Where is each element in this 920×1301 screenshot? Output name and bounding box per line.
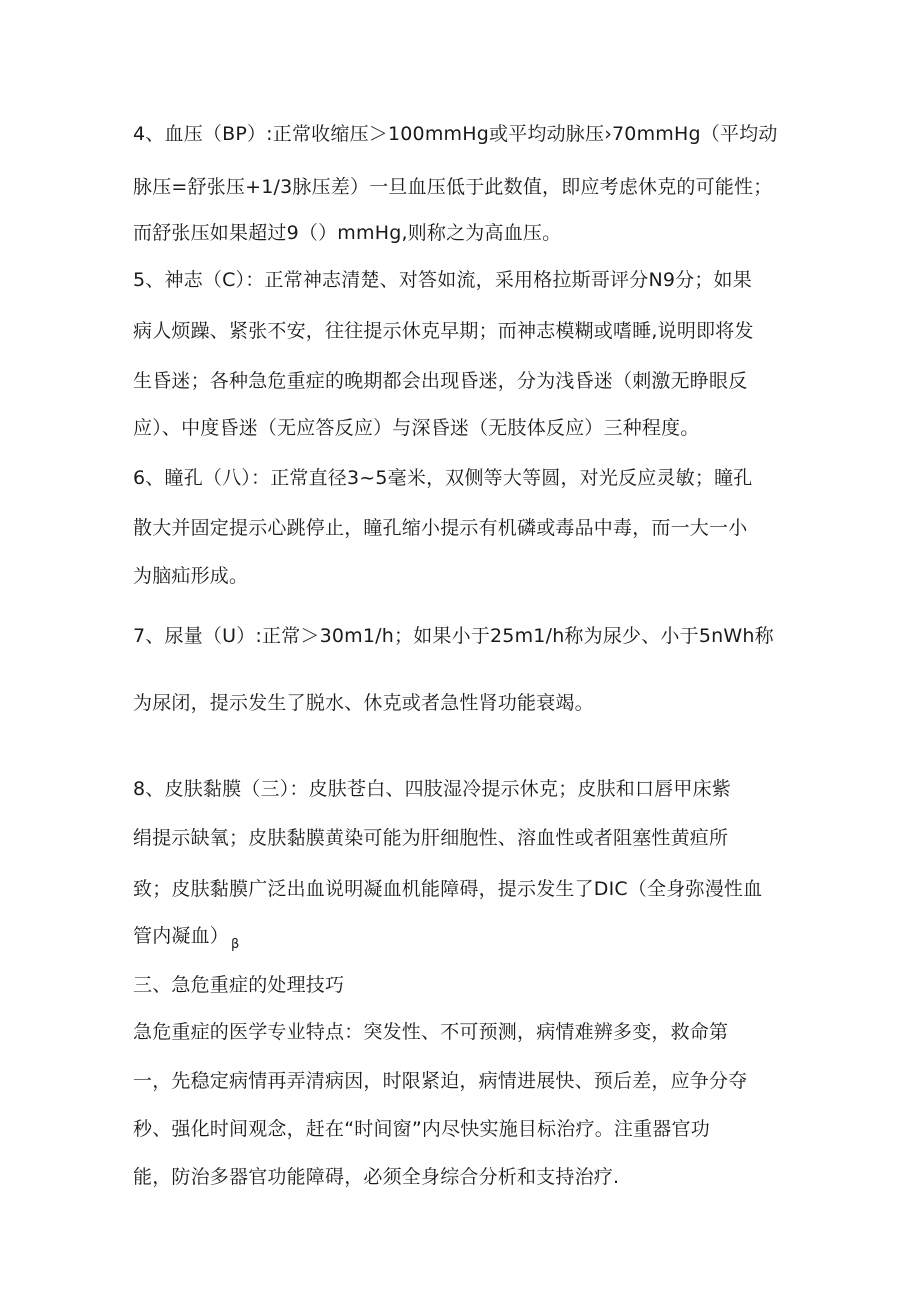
features-line-1: 急危重症的医学专业特点：突发性、不可预测，病情难辨多变，救命第 [133, 1021, 729, 1043]
features-line-3: 秒、强化时间观念，赶在“时间窗”内尽快实施目标治疗。注重器官功 [133, 1118, 710, 1140]
skin-line-4 [133, 923, 240, 958]
consciousness-line-1: 5、神志（C）：正常神志清楚、对答如流，采用格拉斯哥评分N9分；如果 [133, 269, 752, 291]
skin-line-2: 绢提示缺氧；皮肤黏膜黄染可能为肝细胞性、溶血性或者阻塞性黄疸所 [133, 827, 729, 849]
bp-line-2: 脉压=舒张压+1/3脉压差）一旦血压低于此数值，即应考虑休克的可能性； [133, 176, 773, 198]
urine-line-2: 为尿闭，提示发生了脱水、休克或者急性肾功能衰竭。 [133, 692, 594, 714]
consciousness-line-3: 生昏迷；各种急危重症的晚期都会出现昏迷，分为浅昏迷（刺激无睁眼反 [133, 370, 748, 392]
pupils-line-3: 为脑疝形成。 [133, 565, 249, 587]
features-line-4: 能，防治多器官功能障碍，必须全身综合分析和支持治疗. [133, 1166, 620, 1188]
pupils-line-2: 散大并固定提示心跳停止，瞳孔缩小提示有机磷或毒品中毒，而一大一小 [133, 517, 748, 539]
pupils-line-1: 6、瞳孔（八）：正常直径3~5毫米，双侧等大等圆，对光反应灵敏；瞳孔 [133, 467, 753, 489]
consciousness-line-4: 应）、中度昏迷（无应答反应）与深昏迷（无肢体反应）三种程度。 [133, 417, 700, 439]
trailing-mark: β [231, 937, 240, 952]
consciousness-line-2: 病人烦躁、紧张不安，往往提示休克早期；而神志模糊或嗜睡,说明即将发 [133, 320, 754, 342]
skin-line-1: 8、皮肤黏膜（三）：皮肤苍白、四肢湿冷提示休克；皮肤和口唇甲床紫 [133, 778, 731, 800]
skin-line-4-text: 管内凝血） [133, 925, 230, 947]
skin-line-3: 致；皮肤黏膜广泛出血说明凝血机能障碍，提示发生了DIC（全身弥漫性血 [133, 878, 763, 900]
section-heading: 三、急危重症的处理技巧 [133, 974, 345, 996]
urine-line-1: 7、尿量（U）:正常＞30m1∕h；如果小于25m1∕h称为尿少、小于5nWh称 [133, 625, 774, 647]
bp-line-3: 而舒张压如果超过9（）mmHg,则称之为高血压。 [133, 222, 562, 244]
bp-line-1: 4、血压（BP）:正常收缩压＞100mmHg或平均动脉压›70mmHg（平均动 [133, 123, 778, 145]
features-line-2: 一，先稳定病情再弄清病因，时限紧迫，病情进展快、预后差，应争分夺 [133, 1070, 748, 1092]
